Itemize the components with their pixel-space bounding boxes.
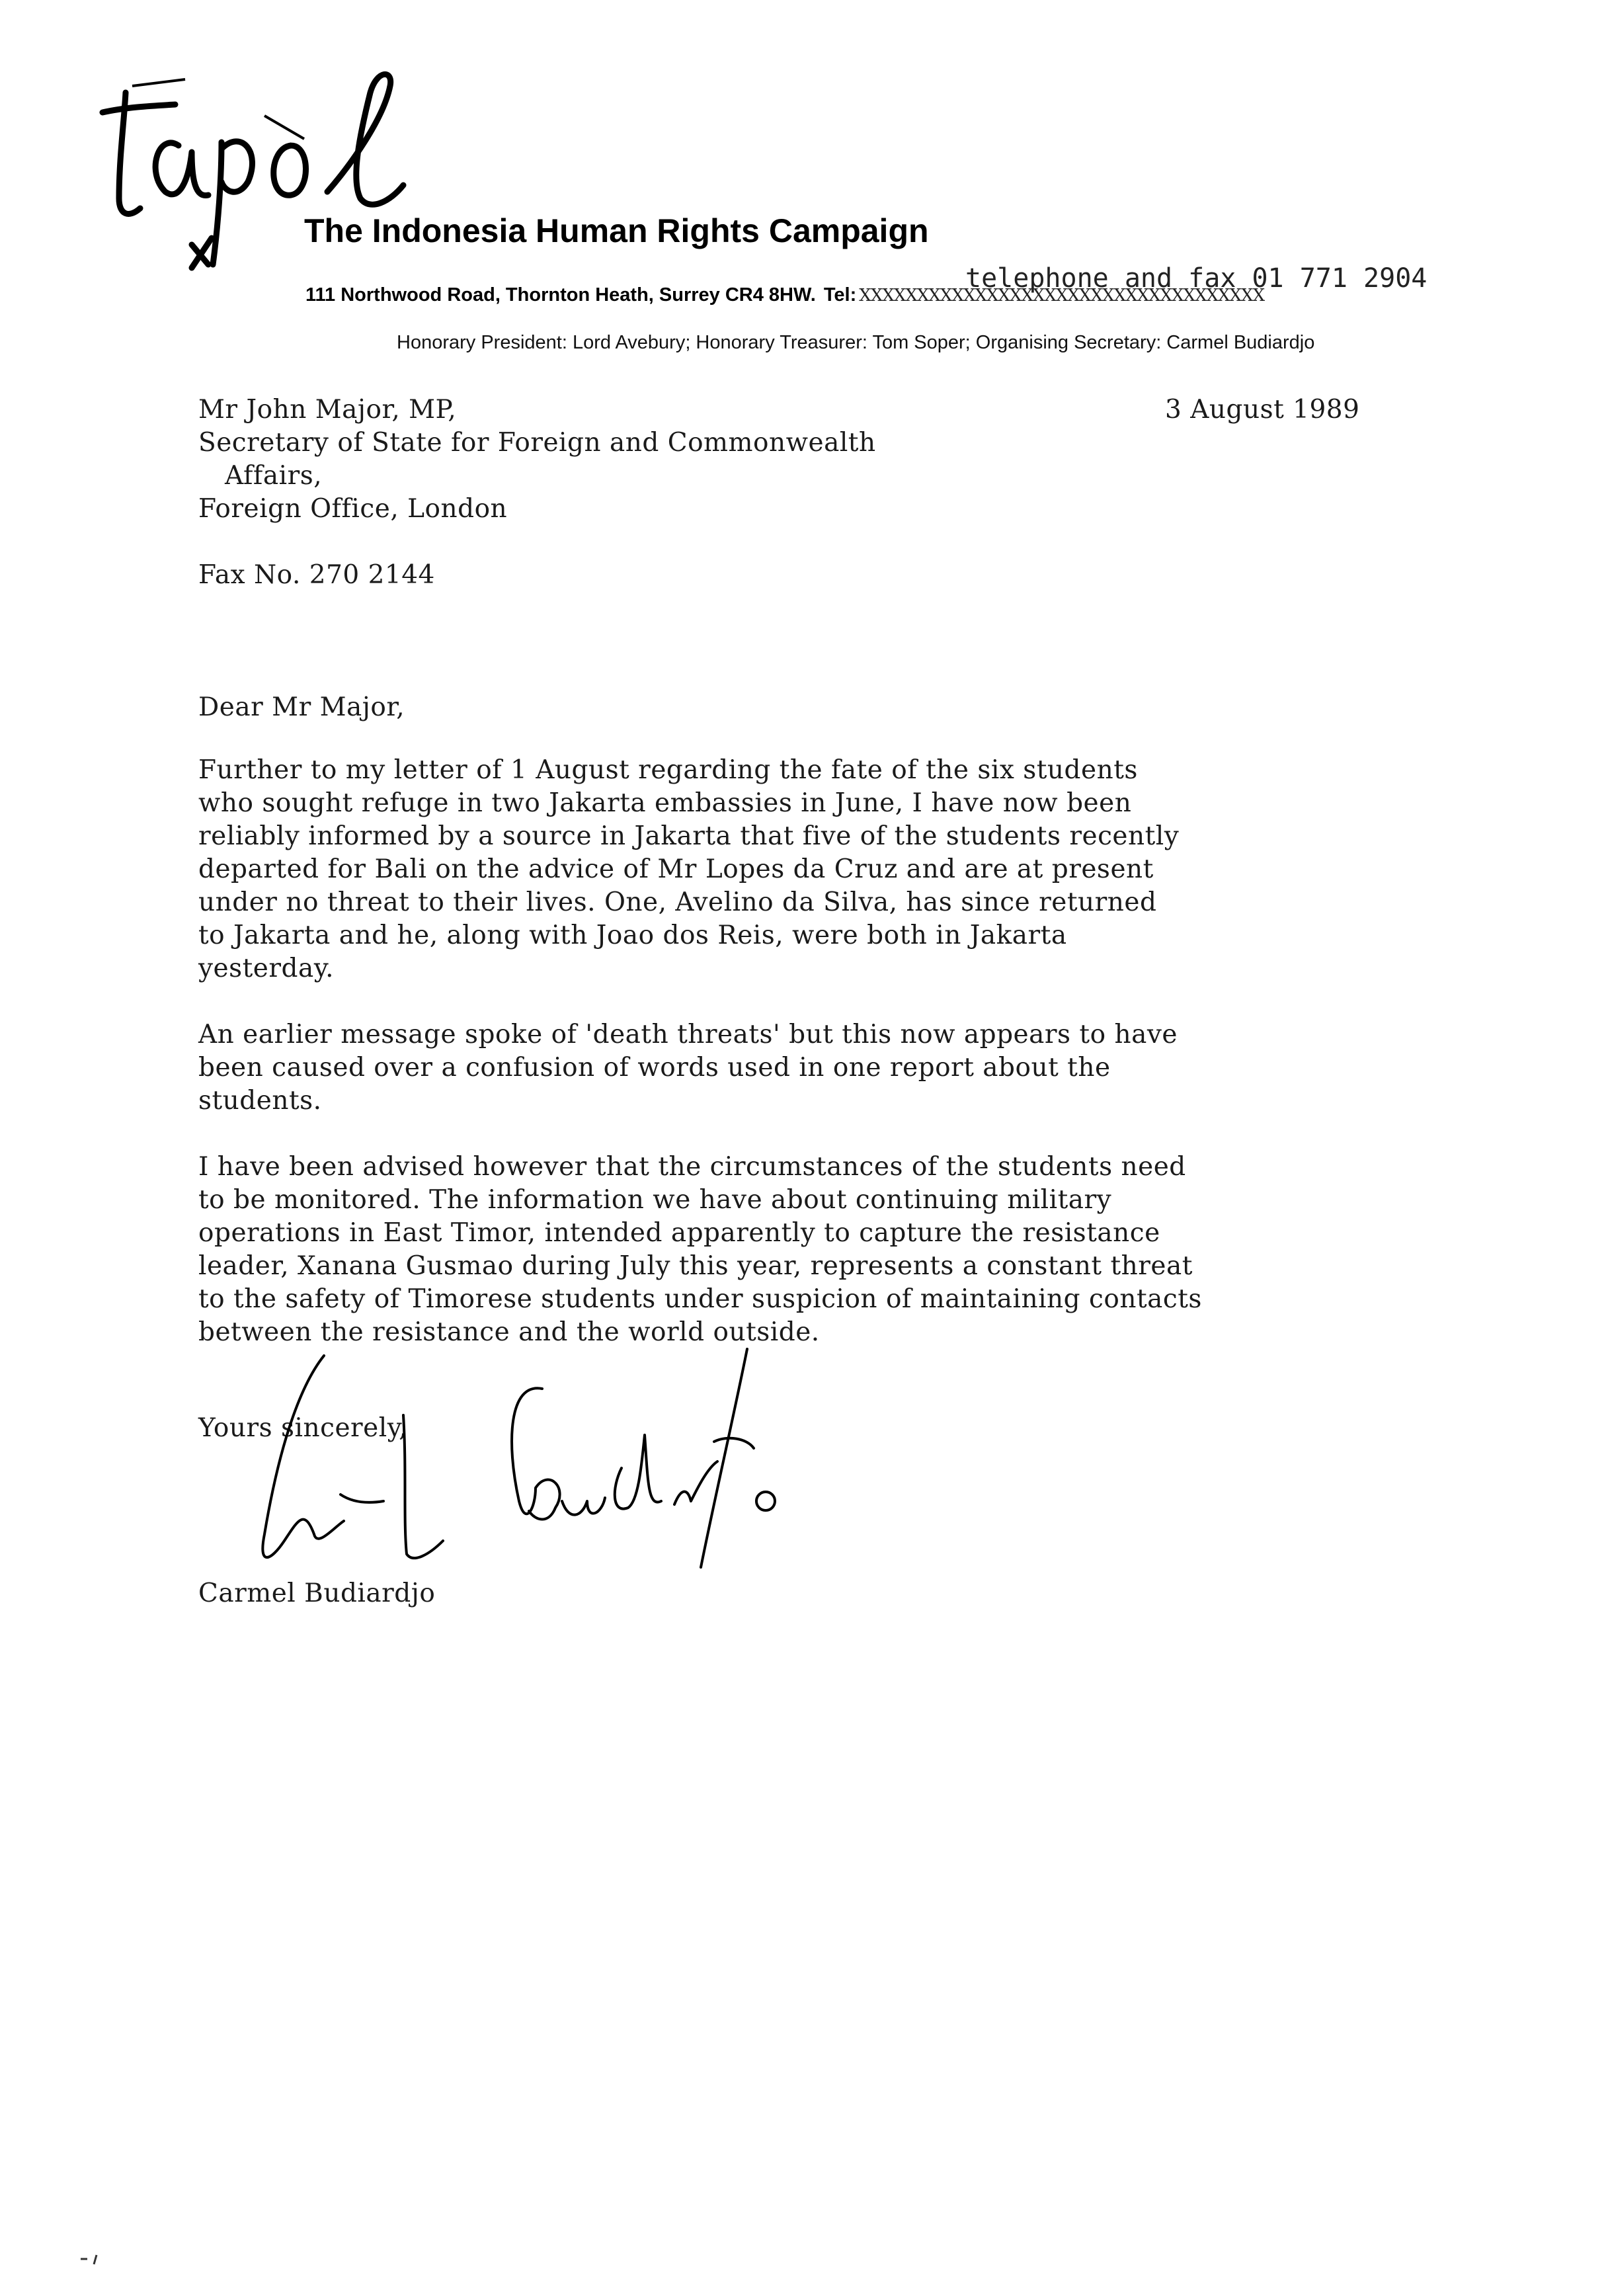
- letterhead-address-line: [305, 284, 1509, 317]
- handwritten-signature: [225, 1336, 793, 1587]
- organization-name: The Indonesia Human Rights Campaign: [304, 212, 929, 249]
- recipient-title-line1: Secretary of State for Foreign and Commonwealth: [198, 428, 876, 458]
- closing: Yours sincerely,: [198, 1413, 407, 1443]
- body-paragraph-3: I have been advised however that the circumstances of the students need to be monitored. The information we have about continuing military operations in East Timor, intended apparently to capture the resistance leader, Xanana Gusmao during July this year, represents a constant threat to the safety of Timorese students under suspicion of maintaining contacts between the resistance and the world outside.: [198, 1152, 1202, 1347]
- salutation: Dear Mr Major,: [198, 692, 405, 722]
- organization-address: 111 Northwood Road, Thornton Heath, Surrey CR4 8HW.: [305, 284, 816, 306]
- recipient-name: Mr John Major, MP,: [198, 395, 457, 425]
- recipient-block: [198, 393, 876, 526]
- struck-out-text: XXXXXXXXXXXXXXXXXXXXXXXXXXXXXXXXXXX: [859, 286, 1265, 306]
- body-paragraph-1: Further to my letter of 1 August regarding the fate of the six students who sought refuge in two Jakarta embassies in June, I have now been reliably informed by a source in Jakarta that five of the students recently departed for Bali on the advice of Mr Lopes da Cruz and are at present under no threat to their lives. One, Avelino da Silva, has since returned to Jakarta and he, along with Joao dos Reis, were both in Jakarta yesterday.: [198, 755, 1180, 983]
- tel-label: Tel:: [823, 284, 857, 306]
- typed-telephone-fax: telephone and fax 01 771 2904: [965, 263, 1427, 294]
- honorary-officers: Honorary President: Lord Avebury; Honorary Treasurer: Tom Soper; Organising Secretary: Carmel Budiardjo: [397, 332, 1315, 353]
- scan-speck: [78, 2247, 118, 2267]
- fax-number: Fax No. 270 2144: [198, 560, 435, 590]
- signer-name: Carmel Budiardjo: [198, 1578, 436, 1608]
- recipient-office: Foreign Office, London: [198, 494, 508, 524]
- recipient-title-line2: Affairs,: [225, 461, 323, 491]
- letter-date: 3 August 1989: [1165, 395, 1360, 425]
- body-paragraph-2: An earlier message spoke of 'death threats' but this now appears to have been caused over a confusion of words used in one report about the students.: [198, 1020, 1178, 1116]
